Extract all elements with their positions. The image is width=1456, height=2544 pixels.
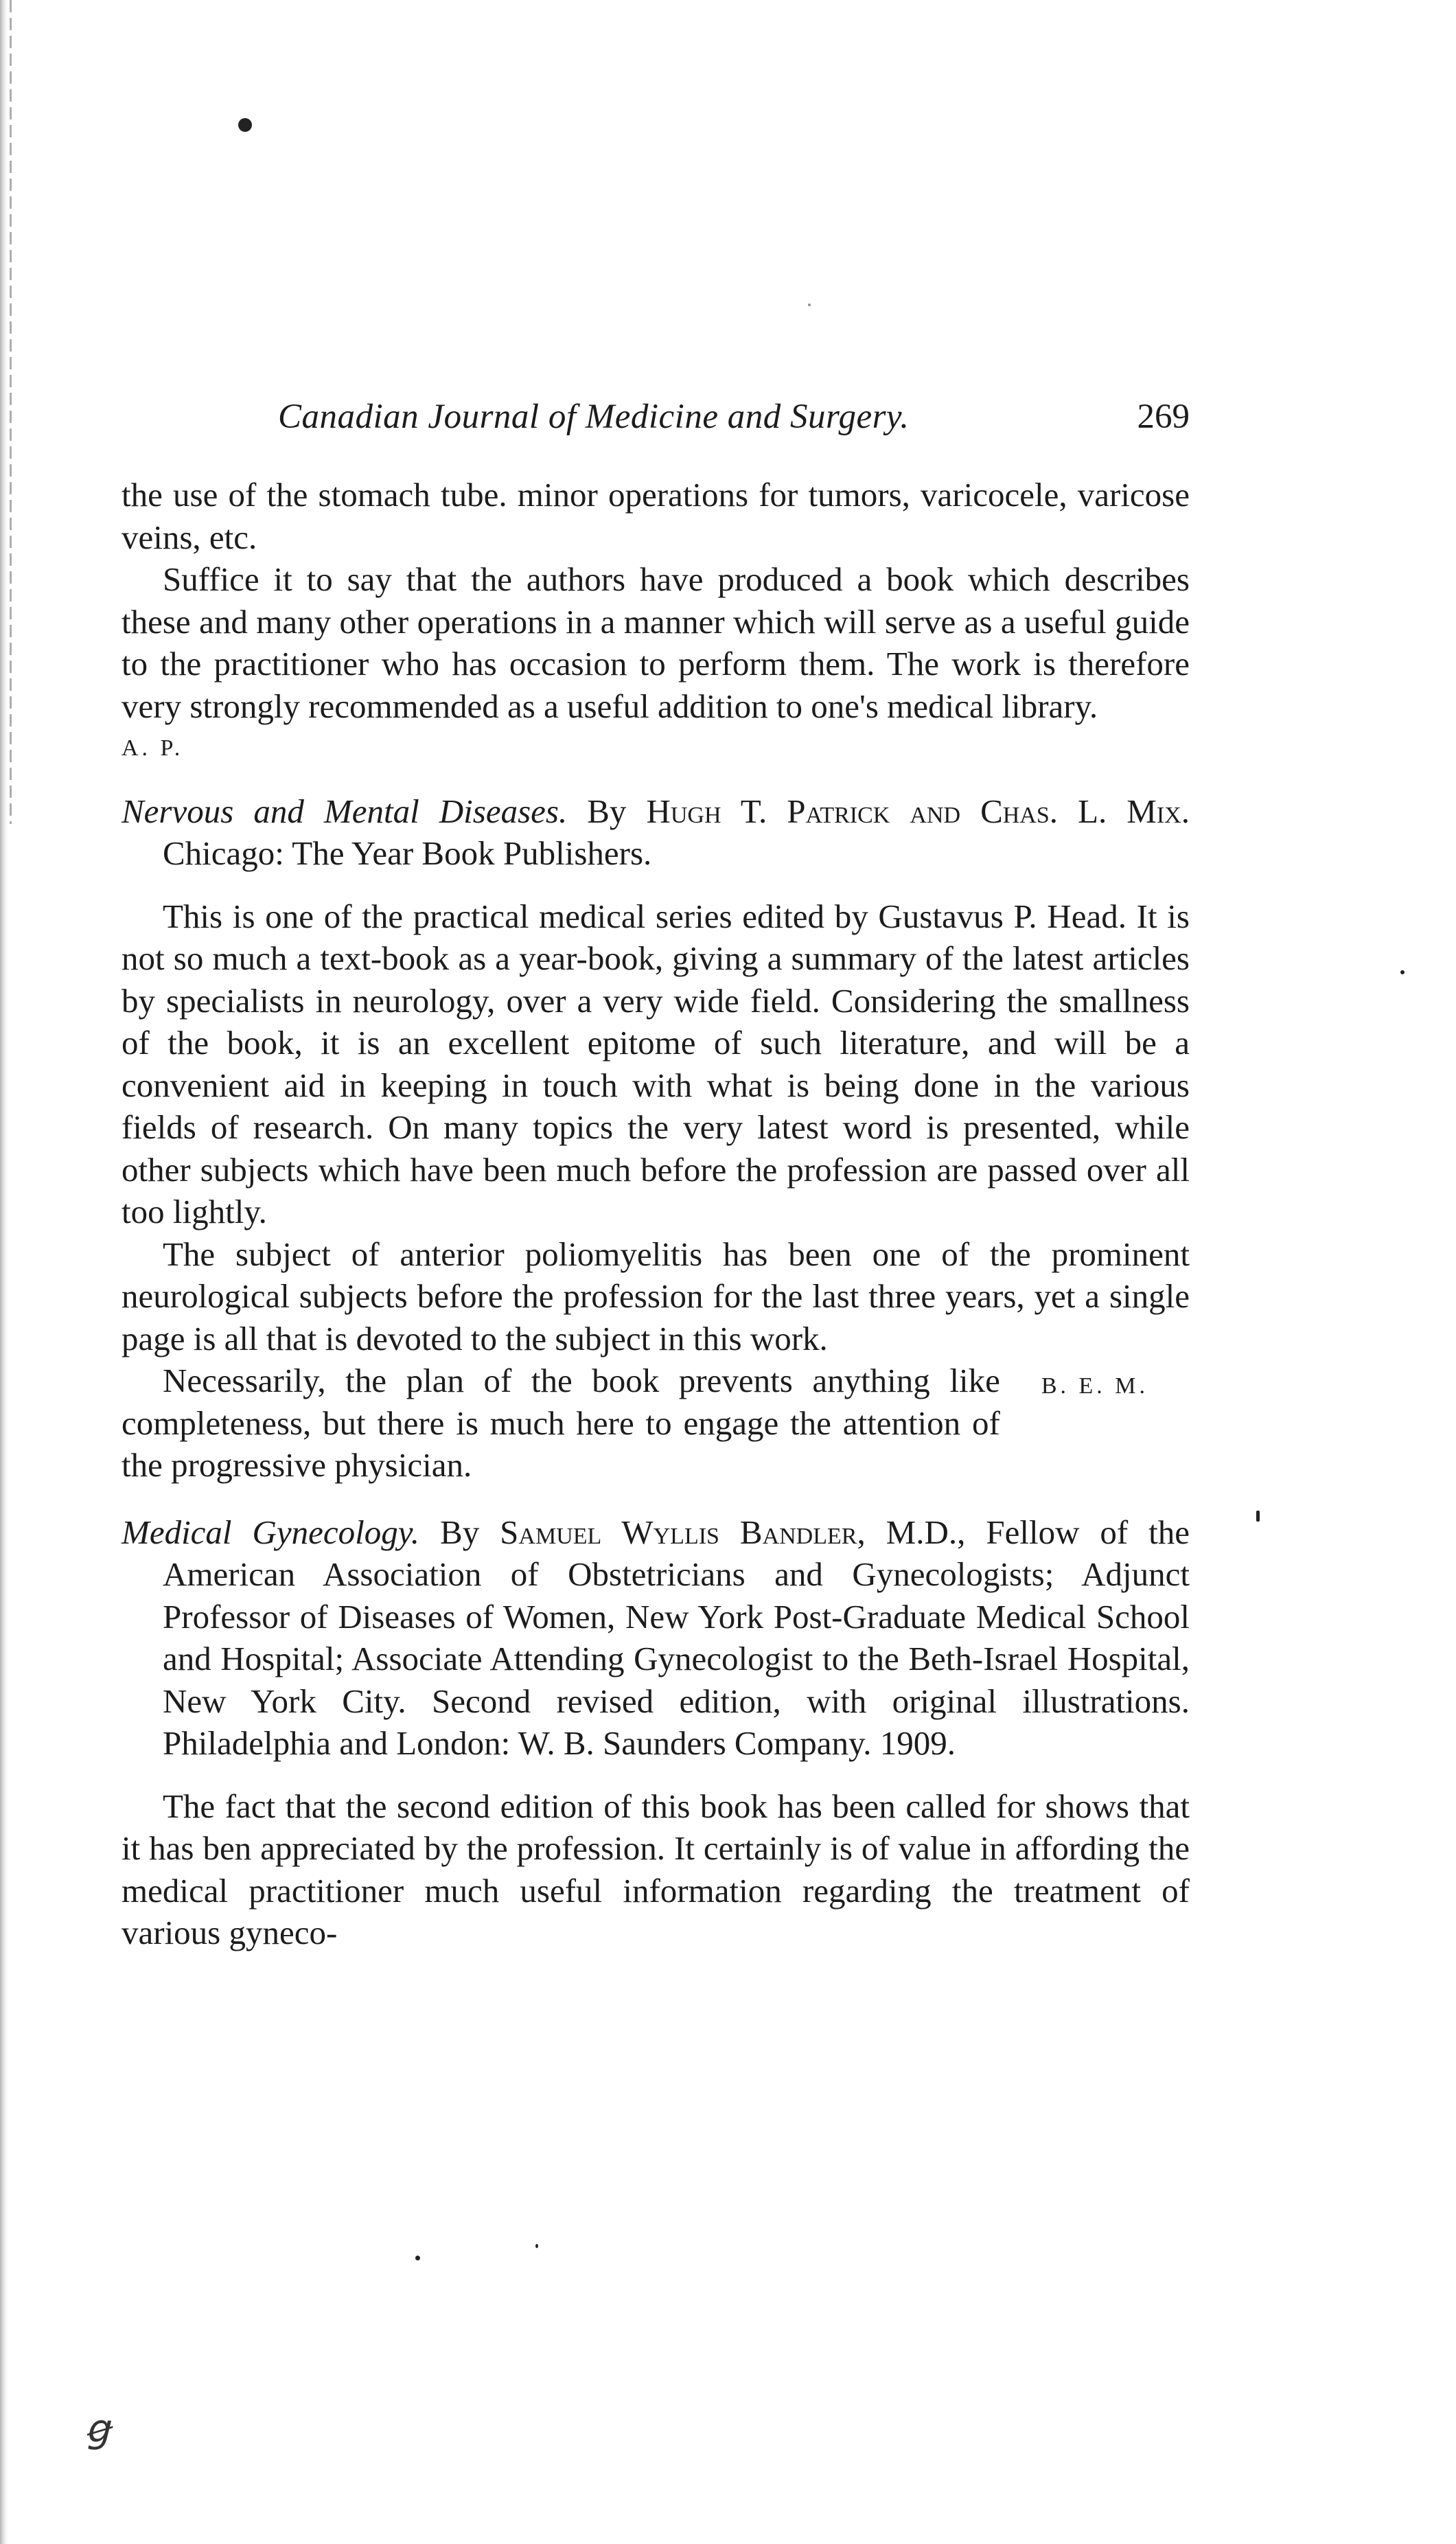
ink-speck: [415, 2256, 420, 2260]
by-label: By: [587, 792, 627, 830]
by-label: By: [440, 1513, 480, 1551]
ink-speck: [808, 303, 811, 306]
book-description: Fellow of the American Association of Obstetricians and Gynecologists; Adjunct Professor of Diseases of Women, New York Post-Graduate Medical School and Hospital; Associate Attending Gynecologist to the Beth-Israel Hospital, New York City. Second revised edition, with original illustrations. Philadelphia and London: W. B. Saunders Company. 1909.: [163, 1513, 1190, 1762]
running-header: [278, 397, 1190, 445]
book-authors: Hugh T. Patrick and Chas. L. Mix.: [646, 792, 1190, 830]
book-entry-medical-gynecology: [122, 1511, 1190, 1765]
ink-speck: [535, 2244, 538, 2248]
review-continuation-text: the use of the stomach tube. minor operations for tumors, varicocele, varicose veins, etc.: [122, 476, 1190, 556]
scan-edge: [0, 0, 8, 2544]
scan-edge-mark: [10, 0, 12, 824]
book-author: Samuel Wyllis Bandler, M.D.,: [500, 1513, 966, 1551]
ink-speck: [1256, 1511, 1260, 1522]
ink-speck: [1400, 970, 1405, 974]
review-paragraph: This is one of the practical medical series edited by Gustavus P. Head. It is not so much a text-book as a year-book, giving a summary of the latest articles by specialists in neurology, over a very wide field. Considering the smallness of the book, it is an excellent epitome of such literature, and will be a convenient aid in keeping in touch with what is being done in the various fields of research. On many topics the very latest word is presented, while other subjects which have been much before the profession are passed over all too lightly.: [122, 897, 1190, 1230]
margin-scribble: ꞡ: [85, 2407, 110, 2451]
review-paragraph: The subject of anterior poliomyelitis has been one of the prominent neurological subjects before the profession for the last three years, yet a single page is all that is devoted to the subject in this work.: [122, 1235, 1190, 1357]
book-title: Nervous and Mental Diseases.: [122, 792, 568, 830]
book-publisher: Chicago: The Year Book Publishers.: [163, 834, 652, 872]
page-body: [122, 474, 1190, 1954]
book-entry-nervous-mental-diseases: [122, 790, 1190, 875]
ink-speck: [238, 118, 252, 132]
book-title: Medical Gynecology.: [122, 1513, 420, 1551]
page-number: 269: [1137, 398, 1190, 436]
review-paragraph: Suffice it to say that the authors have produced a book which describes these and many other operations in a manner which will serve as a useful guide to the practitioner who has occasion to perform them. The work is therefore very strongly recommended as a useful addition to one's medical library.: [122, 560, 1190, 725]
reviewer-signature: B. E. M.: [1041, 1373, 1148, 1399]
review-paragraph: The fact that the second edition of this book has been called for shows that it has ben appreciated by the profession. It certainly is of value in affording the medical practitioner much useful information regarding the treatment of various gyneco-: [122, 1787, 1190, 1951]
journal-title: Canadian Journal of Medicine and Surgery.: [278, 398, 910, 436]
review-paragraph: [122, 1360, 1190, 1487]
review-paragraph-text: Necessarily, the plan of the book prevents anything like completeness, but there is much here to engage the attention of the progressive physician.: [122, 1362, 1000, 1484]
reviewer-signature: A. P.: [122, 735, 184, 761]
